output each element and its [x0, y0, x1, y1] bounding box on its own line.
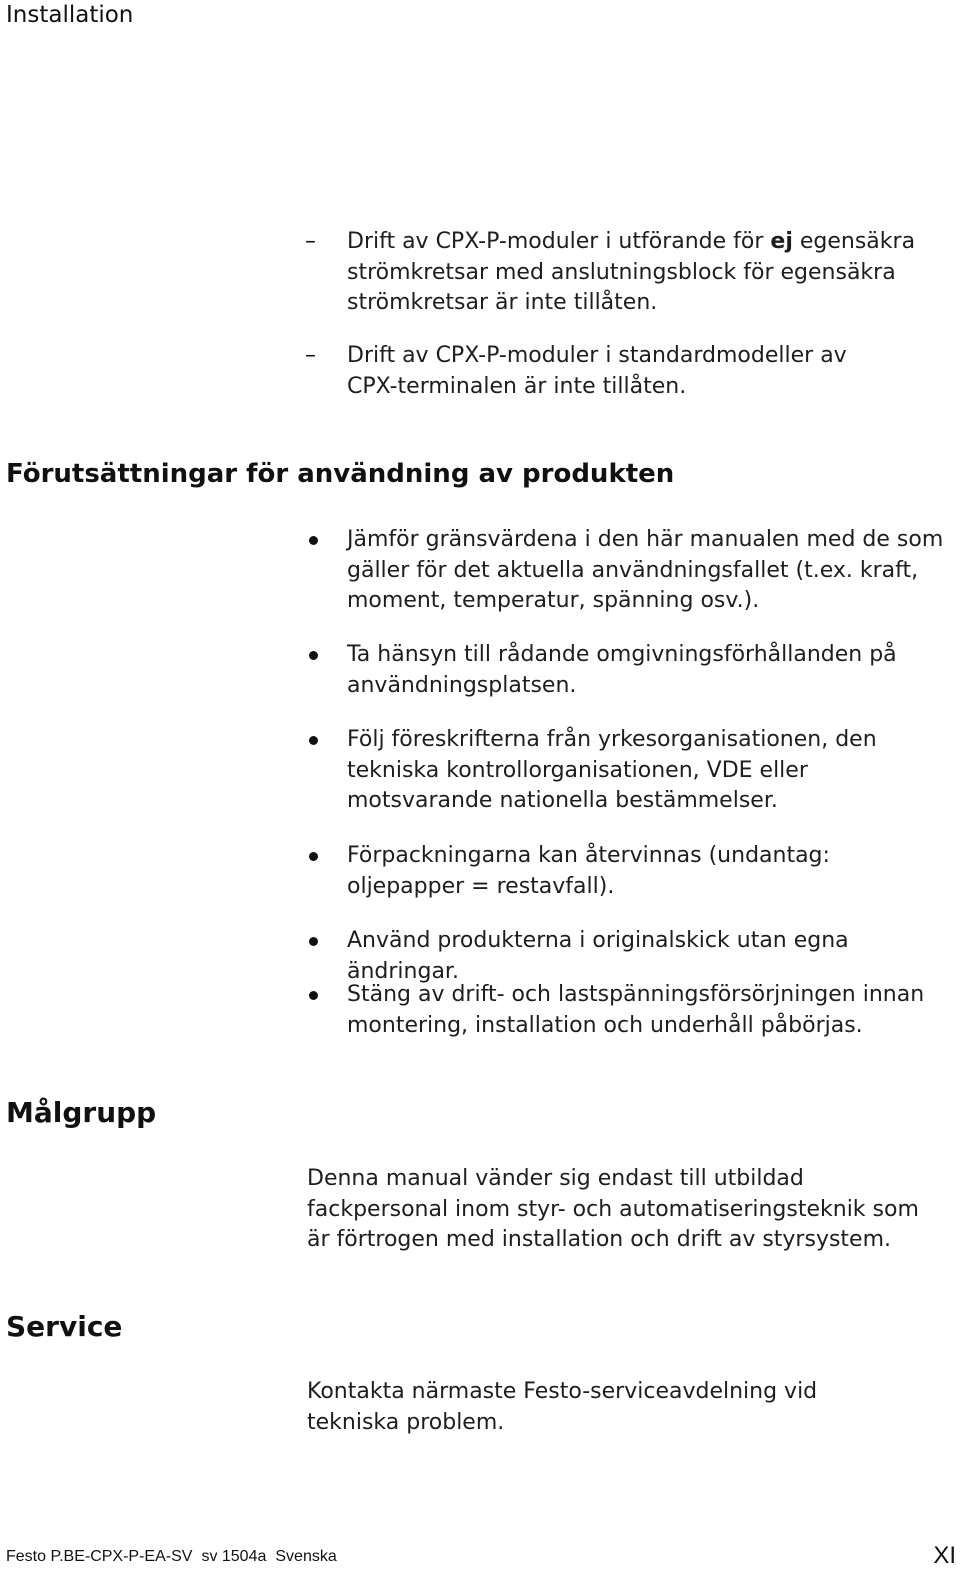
bullet-dot — [309, 991, 318, 1000]
bullet-item: Använd produkterna i originalskick utan egna ändringar. — [347, 928, 849, 984]
bullet-item: Ta hänsyn till rådande omgivningsförhållanden på användningsplatsen. — [347, 642, 897, 698]
bullet-dot — [309, 536, 318, 545]
section-heading-target-group: Målgrupp — [6, 1096, 157, 1129]
dash-item-text: Drift av CPX-P-moduler i standardmodeller av CPX-terminalen är inte tillåten. — [347, 343, 847, 399]
bullet-dot — [309, 937, 318, 946]
section-heading-service: Service — [6, 1310, 123, 1343]
footer-doc-id: Festo P.BE-CPX-P-EA-SV — [6, 1548, 193, 1565]
dash-item — [347, 341, 867, 402]
bullet-dot — [309, 736, 318, 745]
footer-version: sv 1504a — [201, 1548, 267, 1565]
bullet-dot — [309, 651, 318, 660]
bullet-item: Förpackningarna kan återvinnas (undantag: oljepapper = restavfall). — [347, 843, 830, 899]
page-number: XI — [933, 1542, 956, 1569]
section-heading-prerequisites: Förutsättningar för användning av produkten — [6, 459, 675, 489]
dash-item-text: Drift av CPX-P-moduler i utförande för — [347, 229, 771, 254]
bullet-item: Stäng av drift- och lastspänningsförsörjningen innan montering, installation och underhåll påbörjas. — [347, 982, 925, 1038]
footer-language: Svenska — [275, 1548, 337, 1565]
running-header: Installation — [6, 2, 134, 28]
bullet-item: Följ föreskrifterna från yrkesorganisationen, den tekniska kontrollorganisationen, VDE eller motsvarande nationella bestämmelser. — [347, 727, 877, 813]
dash-marker: – — [305, 229, 316, 254]
dash-marker: – — [305, 343, 316, 368]
bullet-item: Jämför gränsvärdena i den här manualen med de som gäller för det aktuella användningsfallet (t.ex. kraft, moment, temperatur, spänning osv.). — [347, 527, 944, 613]
service-text: Kontakta närmaste Festo-serviceavdelning vid tekniska problem. — [307, 1379, 818, 1435]
footer-document-info — [6, 1547, 346, 1567]
target-group-text: Denna manual vänder sig endast till utbildad fackpersonal inom styr- och automatiseringsteknik som är förtrogen med installation och drift av styrsystem. — [307, 1166, 919, 1252]
dash-item-text: egensäkra strömkretsar med anslutningsblock för egensäkra strömkretsar är inte tillåten. — [347, 229, 916, 315]
dash-item-emphasis: ej — [770, 229, 793, 254]
bullet-dot — [309, 852, 318, 861]
dash-item — [347, 227, 952, 319]
